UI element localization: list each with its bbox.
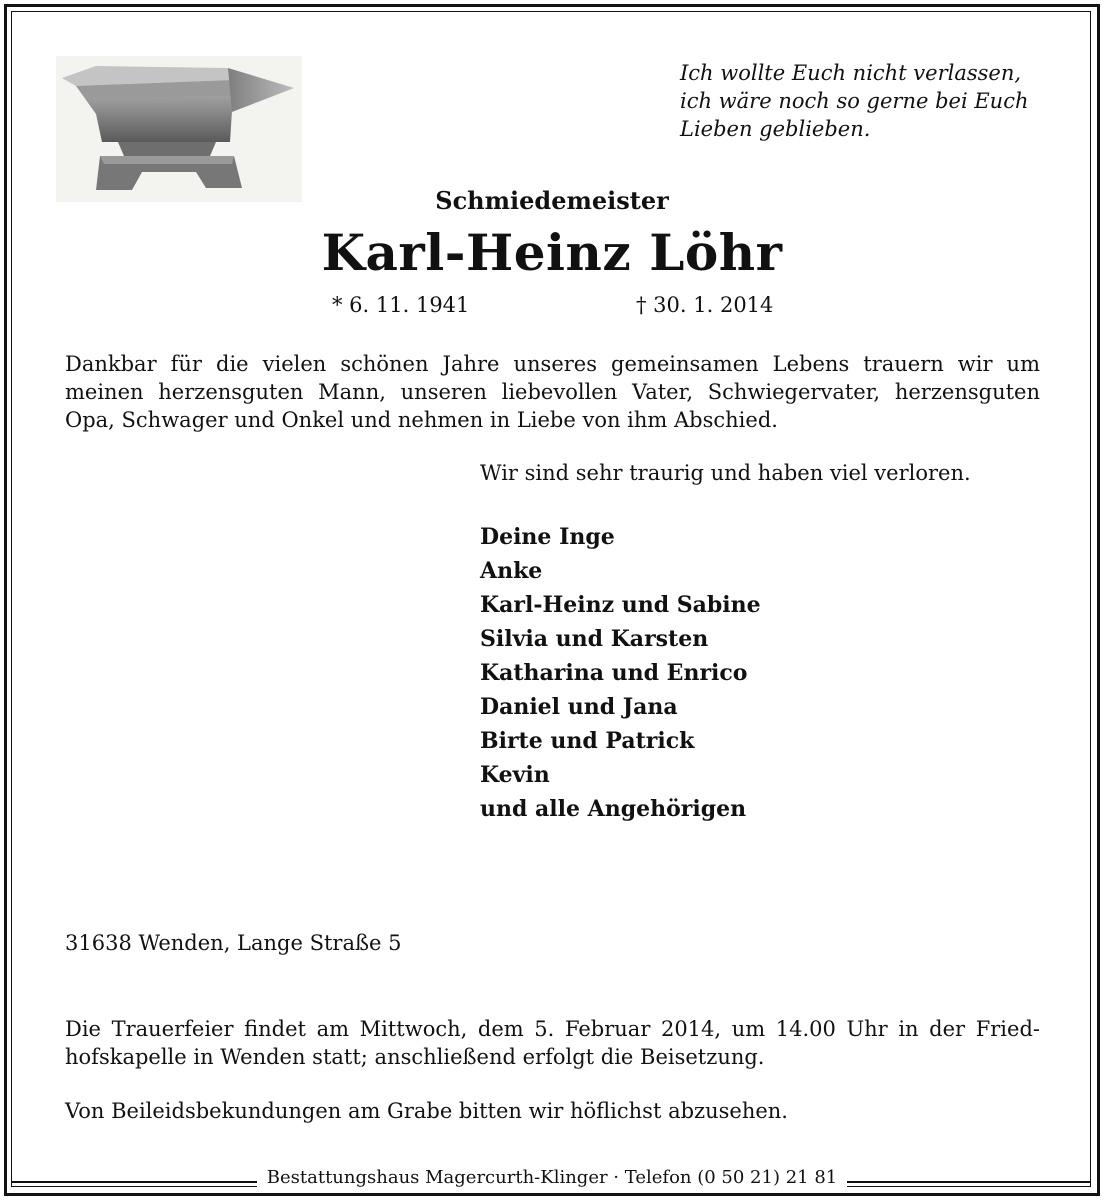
family-member: Daniel und Jana xyxy=(480,694,678,720)
death-date: † 30. 1. 2014 xyxy=(636,293,774,317)
quote xyxy=(680,59,1060,143)
family-member: Karl-Heinz und Sabine xyxy=(480,592,761,618)
quote-line: ich wäre noch so gerne bei Euch xyxy=(680,89,1029,113)
intro-paragraph xyxy=(65,350,1040,434)
occupation-title: Schmiedemeister xyxy=(435,186,669,215)
address: 31638 Wenden, Lange Straße 5 xyxy=(65,931,402,955)
ceremony-line: Die Trauerfeier findet am Mittwoch, dem 5. Februar 2014, um 14.00 Uhr in der Fried- xyxy=(65,1017,1040,1041)
family-member: Silvia und Karsten xyxy=(480,626,709,652)
intro-line: meinen herzensguten Mann, unseren liebevollen Vater, Schwiegervater, herzensguten xyxy=(65,380,1040,404)
quote-line: Lieben geblieben. xyxy=(680,117,871,141)
family-member: und alle Angehörigen xyxy=(480,796,747,822)
birth-date: * 6. 11. 1941 xyxy=(332,293,470,317)
condolence-note: Von Beileidsbekundungen am Grabe bitten wir höflichst abzusehen. xyxy=(65,1099,788,1123)
family-member: Anke xyxy=(480,558,543,584)
intro-line: Opa, Schwager und Onkel und nehmen in Liebe von ihm Abschied. xyxy=(65,408,778,432)
family-list xyxy=(480,520,761,826)
anvil-icon xyxy=(56,56,302,202)
funeral-home-contact: Bestattungshaus Magercurth-Klinger · Telefon (0 50 21) 21 81 xyxy=(257,1167,847,1188)
family-member: Katharina und Enrico xyxy=(480,660,748,686)
family-member: Kevin xyxy=(480,762,550,788)
ceremony-notice xyxy=(65,1015,1040,1071)
footer xyxy=(0,1167,1104,1188)
family-member: Deine Inge xyxy=(480,524,615,550)
ceremony-line: hofskapelle in Wenden statt; anschließend erfolgt die Beisetzung. xyxy=(65,1045,765,1069)
family-member: Birte und Patrick xyxy=(480,728,695,754)
deceased-name: Karl-Heinz Löhr xyxy=(321,223,783,282)
intro-line: Dankbar für die vielen schönen Jahre unseres gemeinsamen Lebens trauern wir um xyxy=(65,352,1040,376)
quote-line: Ich wollte Euch nicht verlassen, xyxy=(680,61,1022,85)
closing-sentence: Wir sind sehr traurig und haben viel verloren. xyxy=(480,461,971,485)
